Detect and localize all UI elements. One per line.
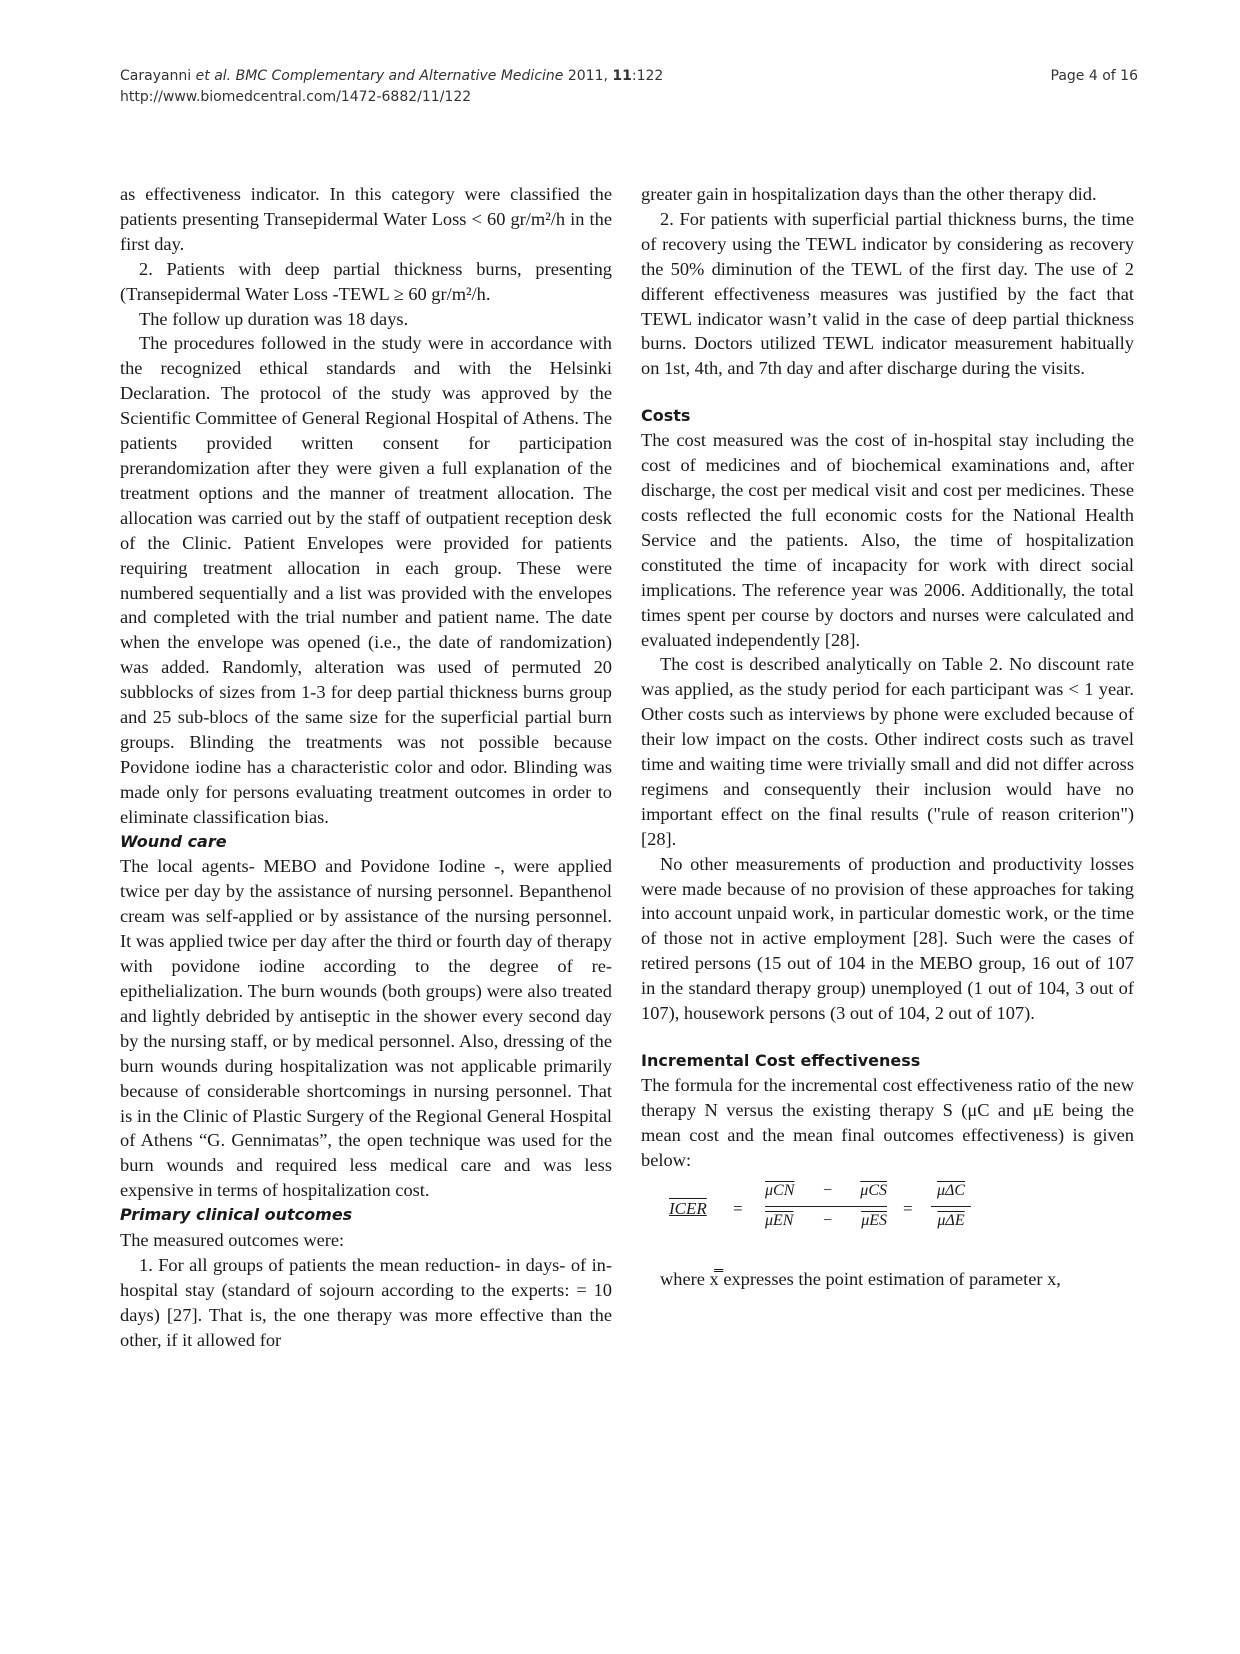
section-heading-wound-care: Wound care <box>120 831 227 851</box>
formula-mu-delta-c: $\overline{\mu\Delta C}$ <box>931 1179 971 1207</box>
page-number: Page 4 of 16 <box>1050 68 1138 84</box>
paragraph: The formula for the incremental cost effectiveness ratio of the new therapy N versus the existing therapy S (μC and μE being the mean cost and the mean final outcomes effectiveness) is given below: <box>641 1075 1134 1170</box>
paragraph: The cost is described analytically on Table 2. No discount rate was applied, as the study period for each participant was < 1 year. Other costs such as interviews by phone were excluded because of their low impact on the costs. Other indirect costs such as travel time and waiting time were trivially small and did not differ across regimens and consequently their inclusion would have no important effect on the final results ("rule of reason criterion") [28]. <box>641 654 1134 849</box>
formula-mu-cn: $\overline{\mu CN}$ <box>765 1181 795 1199</box>
citation-line: Carayanni et al. BMC Complementary and Alternative Medicine 2011, 11:122 <box>120 68 664 84</box>
formula-mu-en: $\overline{\mu EN}$ <box>765 1211 794 1229</box>
formula-equals: = <box>903 1198 913 1218</box>
formula-minus: − <box>821 1211 833 1229</box>
formula-equals: = <box>733 1198 743 1218</box>
left-column <box>120 182 612 1353</box>
formula-lhs: ICER <box>669 1198 707 1218</box>
paragraph: The local agents- MEBO and Povidone Iodine -, were applied twice per day by the assistance of nursing personnel. Bepanthenol cream was self-applied or by assistance of the nursing personnel. It was applied twice per day after the third or fourth day of therapy with povidone iodine according to the degree of re-epithelialization. The burn wounds (both groups) were also treated and lightly debrided by antiseptic in the shower every second day by the nursing staff, or by medical personnel. Also, dressing of the burn wounds during hospitalization was not applicable primarily because of considerable shortcomings in nursing personnel. That is in the Clinic of Plastic Surgery of the Regional General Hospital of Athens “G. Gennimatas”, the open technique was used for the burn wounds and required less medical care and was less expensive in terms of hospitalization cost. <box>120 856 612 1201</box>
paragraph: The measured outcomes were: <box>120 1230 345 1251</box>
paragraph: 2. Patients with deep partial thickness burns, presenting (Transepidermal Water Loss -TEWL ≥ 60 gr/m²/h. <box>120 258 612 304</box>
running-header <box>120 66 663 108</box>
paragraph: where x̿ expresses the point estimation of parameter x, <box>660 1268 1061 1289</box>
paragraph: The cost measured was the cost of in-hospital stay including the cost of medicines and of biochemical examinations and, after discharge, the cost per medical visit and cost per medicines. These costs reflected the full economic costs for the National Health Service and the patients. Also, the time of hospitalization constituted the time of incapacity for work with direct social implications. The reference year was 2006. Additionally, the total times spent per course by doctors and nurses were calculated and evaluated independently [28]. <box>641 430 1134 650</box>
section-heading-costs: Costs <box>641 406 691 426</box>
paragraph: greater gain in hospitalization days than the other therapy did. <box>641 184 1097 204</box>
section-heading-icer: Incremental Cost effectiveness <box>641 1051 921 1070</box>
formula-fraction <box>765 1179 887 1234</box>
section-heading-primary-outcomes: Primary clinical outcomes <box>120 1205 353 1225</box>
formula-minus: − <box>821 1181 833 1199</box>
article-url[interactable]: http://www.biomedcentral.com/1472-6882/11/122 <box>120 89 472 105</box>
paragraph: No other measurements of production and productivity losses were made because of no provision of these approaches for taking into account unpaid work, in particular domestic work, or the time of those not in active employment [28]. Such were the cases of retired persons (15 out of 104 in the MEBO group, 16 out of 107 in the standard therapy group) unemployed (1 out of 104, 3 out of 107), housework persons (3 out of 104, 2 out of 107). <box>641 853 1134 1024</box>
icer-formula <box>641 1179 1134 1261</box>
paragraph: The follow up duration was 18 days. <box>139 308 409 329</box>
formula-rhs-fraction <box>931 1179 971 1234</box>
right-column <box>641 182 1134 1292</box>
formula-mu-es: $\overline{\mu ES}$ <box>861 1211 887 1229</box>
paragraph: 2. For patients with superficial partial thickness burns, the time of recovery using the TEWL indicator by considering as recovery the 50% diminution of the TEWL of the first day. The use of 2 different effectiveness measures was justified by the fact that TEWL indicator wasn’t valid in the case of deep partial thickness burns. Doctors utilized TEWL indicator measurement habitually on 1st, 4th, and 7th day and after discharge during the visits. <box>641 208 1134 379</box>
formula-mu-cs: $\overline{\mu CS}$ <box>860 1181 887 1199</box>
paragraph: 1. For all groups of patients the mean reduction- in days- of in-hospital stay (standard of sojourn according to the experts: = 10 days) [27]. That is, the one therapy was more effective than the other, if it allowed for <box>120 1254 612 1350</box>
formula-mu-delta-e: $\overline{\mu\Delta E}$ <box>937 1211 965 1229</box>
paragraph: The procedures followed in the study were in accordance with the recognized ethical standards and with the Helsinki Declaration. The protocol of the study was approved by the Scientific Committee of General Regional Hospital of Athens. The patients provided written consent for participation prerandomization after they were given a full explanation of the treatment options and the manner of treatment allocation. The allocation was carried out by the staff of outpatient reception desk of the Clinic. Patient Envelopes were provided for patients requiring treatment allocation in each group. These were numbered sequentially and a list was provided with the envelopes and completed with the trial number and patient name. The date when the envelope was opened (i.e., the date of randomization) was added. Randomly, alteration was used of permuted 20 subblocks of sizes from 1-3 for deep partial thickness burns group and 25 sub-blocs of the same size for the superficial partial burn groups. Blinding the treatments was not possible because Povidone iodine has a characteristic color and odor. Blinding was made only for persons evaluating treatment outcomes in order to eliminate classification bias. <box>120 333 612 827</box>
paragraph: as effectiveness indicator. In this category were classified the patients presenting Transepidermal Water Loss < 60 gr/m²/h in the first day. <box>120 184 612 254</box>
